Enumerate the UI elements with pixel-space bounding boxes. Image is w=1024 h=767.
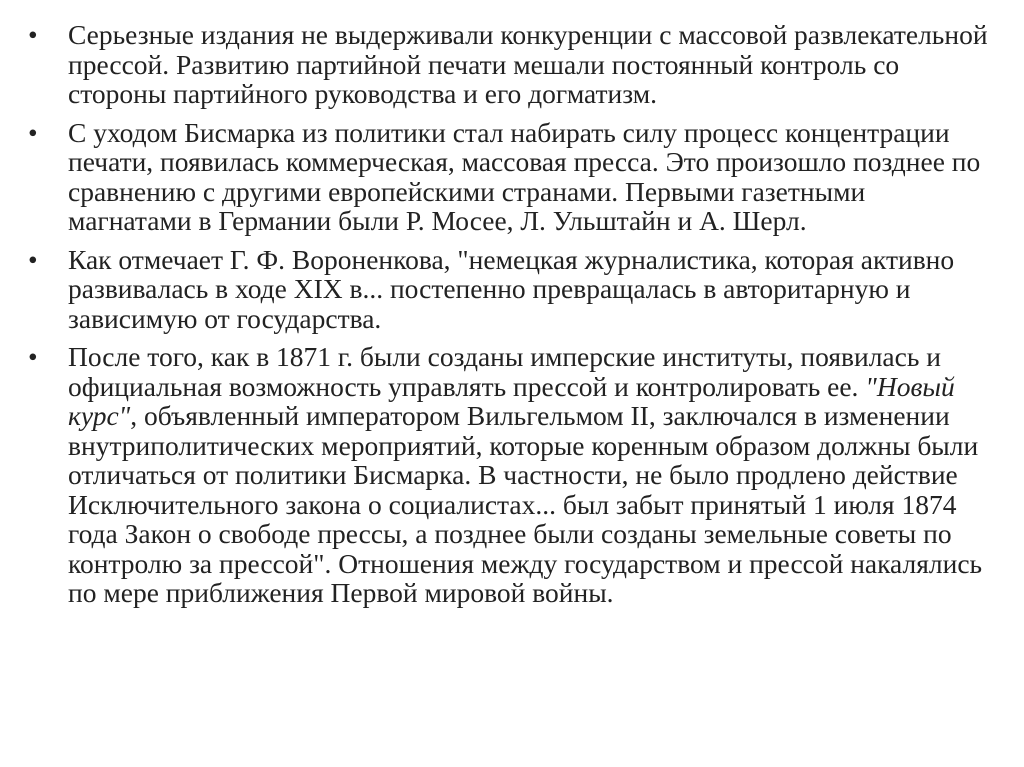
bullet-marker: • — [28, 341, 38, 372]
bullet-marker: • — [28, 243, 38, 275]
bullet-text-part: , объявленный императором Вильгельмом II, заключался в изменении внутриполитических мероприятий, которые коренным образом должны были отличаться от политики Бисмарка. В частности, не было продлено действие Исключительного закона о социалистах... был забыт принятый 1 июля 1874 года Закон о свободе прессы, а позднее были созданы земельные советы по контролю за прессой". Отношения между государством и прессой накалялись по мере приближения Первой мировой войны. — [68, 400, 983, 608]
bullet-text — [68, 341, 982, 608]
bullet-marker: • — [28, 19, 38, 50]
bullet-text: С уходом Бисмарка из политики стал набирать силу процесс концентрации печати, появилась коммерческая, массовая пресса. Это произошло позднее по сравнению с другими европейскими странами. Первыми газетными магнатами в Германии были Р. Мосее, Л. Ульштайн и А. Шерл. — [68, 116, 981, 236]
italic-quote: "Новый курс" — [68, 370, 955, 431]
bullet-text: Как отмечает Г. Ф. Вороненкова, "немецкая журналистика, которая активно развивалась в ходе XIX в... постепенно превращалась в авторитарную и зависимую от государства. — [68, 243, 955, 334]
bullet-text: Серьезные издания не выдерживали конкуренции с массовой развлекательной прессой. Развитию партийной печати мешали постоянный контроль со стороны партийного руководства и его догматизм. — [68, 19, 988, 109]
bullet-item-4 — [28, 342, 988, 608]
bullet-item-2 — [28, 118, 988, 236]
bullet-list — [28, 20, 988, 617]
bullet-marker: • — [28, 116, 38, 148]
bullet-item-1 — [28, 20, 988, 109]
bullet-text-part: После того, как в 1871 г. были созданы имперские институты, появилась и официальная возможность управлять прессой и контролировать ее. — [68, 341, 941, 402]
bullet-item-3 — [28, 245, 988, 334]
